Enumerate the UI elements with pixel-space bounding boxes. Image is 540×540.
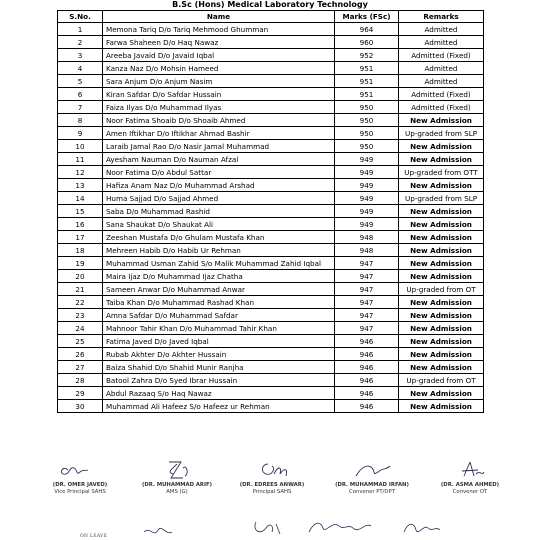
cell-sno: 14 xyxy=(58,192,103,205)
cell-name: Huma Sajjad D/o Sajjad Ahmed xyxy=(103,192,335,205)
cell-remarks: New Admission xyxy=(399,348,484,361)
cell-sno: 9 xyxy=(58,127,103,140)
signatory-name: (DR. MUHAMMAD IRFAN) xyxy=(335,482,409,488)
signature-scribble xyxy=(250,518,290,538)
table-row xyxy=(58,36,484,49)
signatory-name: (DR. OMER JAVED) xyxy=(52,482,108,488)
cell-marks: 950 xyxy=(335,114,399,127)
cell-remarks: New Admission xyxy=(399,387,484,400)
cell-sno: 25 xyxy=(58,335,103,348)
cell-name: Sara Anjum D/o Anjum Nasim xyxy=(103,75,335,88)
cell-marks: 946 xyxy=(335,400,399,413)
cell-marks: 952 xyxy=(335,49,399,62)
document-title: B.Sc (Hons) Medical Laboratory Technology xyxy=(172,0,368,9)
signatory-role: Principal SAHS xyxy=(252,489,292,495)
signatory-5 xyxy=(420,458,520,495)
cell-name: Muhammad Usman Zahid S/o Malik Muhammad Zahid Iqbal xyxy=(103,257,335,270)
on-leave-note: ON LEAVE xyxy=(80,534,108,539)
cell-remarks: Up-graded from OT xyxy=(399,374,484,387)
cell-remarks: Admitted (Fixed) xyxy=(399,49,484,62)
signatory-1 xyxy=(30,458,130,495)
signature-scribble xyxy=(305,516,375,538)
cell-marks: 949 xyxy=(335,153,399,166)
cell-marks: 951 xyxy=(335,75,399,88)
cell-sno: 13 xyxy=(58,179,103,192)
cell-sno: 22 xyxy=(58,296,103,309)
cell-sno: 12 xyxy=(58,166,103,179)
cell-sno: 30 xyxy=(58,400,103,413)
cell-marks: 946 xyxy=(335,374,399,387)
cell-remarks: New Admission xyxy=(399,153,484,166)
header-remarks: Remarks xyxy=(399,11,484,23)
signature-area xyxy=(0,448,540,540)
cell-sno: 5 xyxy=(58,75,103,88)
cell-remarks: New Admission xyxy=(399,296,484,309)
table-row xyxy=(58,283,484,296)
cell-name: Zeeshan Mustafa D/o Ghulam Mustafa Khan xyxy=(103,231,335,244)
cell-remarks: Admitted (Fixed) xyxy=(399,88,484,101)
signature-scribble xyxy=(147,458,207,482)
cell-sno: 23 xyxy=(58,309,103,322)
cell-marks: 950 xyxy=(335,101,399,114)
cell-name: Baiza Shahid D/o Shahid Munir Ranjha xyxy=(103,361,335,374)
cell-remarks: Up-graded from OTT xyxy=(399,166,484,179)
cell-remarks: Up-graded from SLP xyxy=(399,127,484,140)
cell-remarks: Admitted xyxy=(399,23,484,36)
cell-marks: 950 xyxy=(335,140,399,153)
cell-sno: 29 xyxy=(58,387,103,400)
cell-marks: 948 xyxy=(335,231,399,244)
cell-name: Amna Safdar D/o Muhammad Safdar xyxy=(103,309,335,322)
cell-remarks: New Admission xyxy=(399,400,484,413)
signatory-name: (DR. ASMA AHMED) xyxy=(440,482,500,488)
cell-marks: 946 xyxy=(335,361,399,374)
cell-sno: 17 xyxy=(58,231,103,244)
cell-sno: 10 xyxy=(58,140,103,153)
cell-marks: 951 xyxy=(335,62,399,75)
cell-marks: 947 xyxy=(335,257,399,270)
cell-marks: 947 xyxy=(335,309,399,322)
cell-name: Noor Fatima D/o Abdul Sattar xyxy=(103,166,335,179)
cell-marks: 964 xyxy=(335,23,399,36)
cell-marks: 946 xyxy=(335,387,399,400)
cell-name: Maira Ijaz D/o Muhammad Ijaz Chatha xyxy=(103,270,335,283)
cell-name: Faiza Ilyas D/o Muhammad Ilyas xyxy=(103,101,335,114)
cell-sno: 27 xyxy=(58,361,103,374)
cell-name: Hafiza Anam Naz D/o Muhammad Arshad xyxy=(103,179,335,192)
table-row xyxy=(58,296,484,309)
merit-list-table xyxy=(57,10,484,413)
table-row xyxy=(58,244,484,257)
cell-remarks: Admitted (Fixed) xyxy=(399,101,484,114)
cell-sno: 24 xyxy=(58,322,103,335)
table-row xyxy=(58,23,484,36)
cell-name: Sana Shaukat D/o Shaukat Ali xyxy=(103,218,335,231)
table-row xyxy=(58,101,484,114)
cell-marks: 949 xyxy=(335,179,399,192)
cell-name: Areeba Javaid D/o Javaid Iqbal xyxy=(103,49,335,62)
table-row xyxy=(58,153,484,166)
cell-remarks: New Admission xyxy=(399,309,484,322)
table-row xyxy=(58,257,484,270)
cell-remarks: Admitted xyxy=(399,36,484,49)
table-row xyxy=(58,270,484,283)
table-row xyxy=(58,114,484,127)
cell-name: Mehreen Habib D/o Habib Ur Rehman xyxy=(103,244,335,257)
cell-marks: 950 xyxy=(335,127,399,140)
cell-name: Muhammad Ali Hafeez S/o Hafeez ur Rehman xyxy=(103,400,335,413)
signatory-4 xyxy=(322,458,422,495)
cell-marks: 947 xyxy=(335,270,399,283)
header-marks: Marks (FSc) xyxy=(335,11,399,23)
table-header-row xyxy=(58,11,484,23)
table-row xyxy=(58,140,484,153)
cell-name: Abdul Razaaq S/o Haq Nawaz xyxy=(103,387,335,400)
cell-name: Batool Zahra D/o Syed Ibrar Hussain xyxy=(103,374,335,387)
signature-scribble xyxy=(440,458,500,482)
signature-scribble xyxy=(242,458,302,482)
cell-name: Mahnoor Tahir Khan D/o Muhammad Tahir Khan xyxy=(103,322,335,335)
cell-name: Fatima Javed D/o Javed Iqbal xyxy=(103,335,335,348)
cell-remarks: New Admission xyxy=(399,270,484,283)
table-row xyxy=(58,127,484,140)
cell-remarks: Admitted xyxy=(399,62,484,75)
cell-remarks: New Admission xyxy=(399,244,484,257)
cell-remarks: New Admission xyxy=(399,179,484,192)
cell-name: Saba D/o Muhammad Rashid xyxy=(103,205,335,218)
cell-sno: 19 xyxy=(58,257,103,270)
cell-marks: 947 xyxy=(335,322,399,335)
cell-sno: 2 xyxy=(58,36,103,49)
signatory-2 xyxy=(127,458,227,495)
cell-marks: 949 xyxy=(335,218,399,231)
signatory-name: (DR. EDREES ANWAR) xyxy=(239,482,305,488)
table-row xyxy=(58,75,484,88)
table-row xyxy=(58,361,484,374)
cell-marks: 951 xyxy=(335,88,399,101)
header-name: Name xyxy=(103,11,335,23)
cell-marks: 946 xyxy=(335,348,399,361)
signature-scribble xyxy=(342,458,402,482)
cell-marks: 949 xyxy=(335,205,399,218)
cell-marks: 948 xyxy=(335,244,399,257)
table-row xyxy=(58,231,484,244)
cell-remarks: New Admission xyxy=(399,114,484,127)
cell-sno: 4 xyxy=(58,62,103,75)
table-row xyxy=(58,205,484,218)
cell-remarks: New Admission xyxy=(399,361,484,374)
cell-sno: 16 xyxy=(58,218,103,231)
cell-sno: 6 xyxy=(58,88,103,101)
cell-remarks: New Admission xyxy=(399,205,484,218)
signatory-name: (DR. MUHAMMAD ARIF) xyxy=(141,482,213,488)
cell-sno: 1 xyxy=(58,23,103,36)
cell-remarks: Admitted xyxy=(399,75,484,88)
signature-scribble xyxy=(50,458,110,482)
signature-scribble xyxy=(140,522,180,540)
cell-sno: 7 xyxy=(58,101,103,114)
cell-name: Ayesham Nauman D/o Nauman Afzal xyxy=(103,153,335,166)
signatory-role: Vice Principal SAHS xyxy=(54,489,106,495)
cell-sno: 11 xyxy=(58,153,103,166)
table-row xyxy=(58,309,484,322)
cell-marks: 949 xyxy=(335,166,399,179)
cell-remarks: New Admission xyxy=(399,218,484,231)
cell-name: Rubab Akhter D/o Akhter Hussain xyxy=(103,348,335,361)
cell-name: Sameen Anwar D/o Muhammad Anwar xyxy=(103,283,335,296)
table-row xyxy=(58,49,484,62)
table-row xyxy=(58,218,484,231)
cell-marks: 960 xyxy=(335,36,399,49)
table-row xyxy=(58,322,484,335)
table-row xyxy=(58,166,484,179)
cell-name: Noor Fatima Shoaib D/o Shoaib Ahmed xyxy=(103,114,335,127)
cell-remarks: Up-graded from OT xyxy=(399,283,484,296)
cell-sno: 26 xyxy=(58,348,103,361)
cell-name: Memona Tariq D/o Tariq Mehmood Ghumman xyxy=(103,23,335,36)
cell-sno: 15 xyxy=(58,205,103,218)
table-row xyxy=(58,62,484,75)
header-sno: S.No. xyxy=(58,11,103,23)
cell-remarks: New Admission xyxy=(399,322,484,335)
table-row xyxy=(58,88,484,101)
cell-sno: 20 xyxy=(58,270,103,283)
cell-name: Laraib Jamal Rao D/o Nasir Jamal Muhammad xyxy=(103,140,335,153)
cell-marks: 947 xyxy=(335,296,399,309)
cell-name: Amen Iftikhar D/o Iftikhar Ahmad Bashir xyxy=(103,127,335,140)
table-row xyxy=(58,192,484,205)
cell-sno: 18 xyxy=(58,244,103,257)
cell-marks: 949 xyxy=(335,192,399,205)
cell-name: Farwa Shaheen D/o Haq Nawaz xyxy=(103,36,335,49)
cell-sno: 3 xyxy=(58,49,103,62)
table-row xyxy=(58,348,484,361)
cell-remarks: New Admission xyxy=(399,231,484,244)
signatory-3 xyxy=(222,458,322,495)
cell-marks: 946 xyxy=(335,335,399,348)
signatory-role: Convener OT xyxy=(452,489,488,495)
table-row xyxy=(58,387,484,400)
signature-scribble xyxy=(400,518,445,538)
cell-name: Kanza Naz D/o Mohsin Hameed xyxy=(103,62,335,75)
signatory-role: Convener PT/DPT xyxy=(349,489,395,495)
cell-marks: 947 xyxy=(335,283,399,296)
table-row xyxy=(58,335,484,348)
cell-remarks: Up-graded from SLP xyxy=(399,192,484,205)
cell-remarks: New Admission xyxy=(399,335,484,348)
cell-remarks: New Admission xyxy=(399,257,484,270)
table-row xyxy=(58,179,484,192)
cell-remarks: New Admission xyxy=(399,140,484,153)
cell-sno: 21 xyxy=(58,283,103,296)
cell-sno: 28 xyxy=(58,374,103,387)
signatory-role: AMS (G) xyxy=(166,489,188,495)
cell-name: Kiran Safdar D/o Safdar Hussain xyxy=(103,88,335,101)
cell-name: Taiba Khan D/o Muhammad Rashad Khan xyxy=(103,296,335,309)
table-row xyxy=(58,374,484,387)
table-row xyxy=(58,400,484,413)
cell-sno: 8 xyxy=(58,114,103,127)
